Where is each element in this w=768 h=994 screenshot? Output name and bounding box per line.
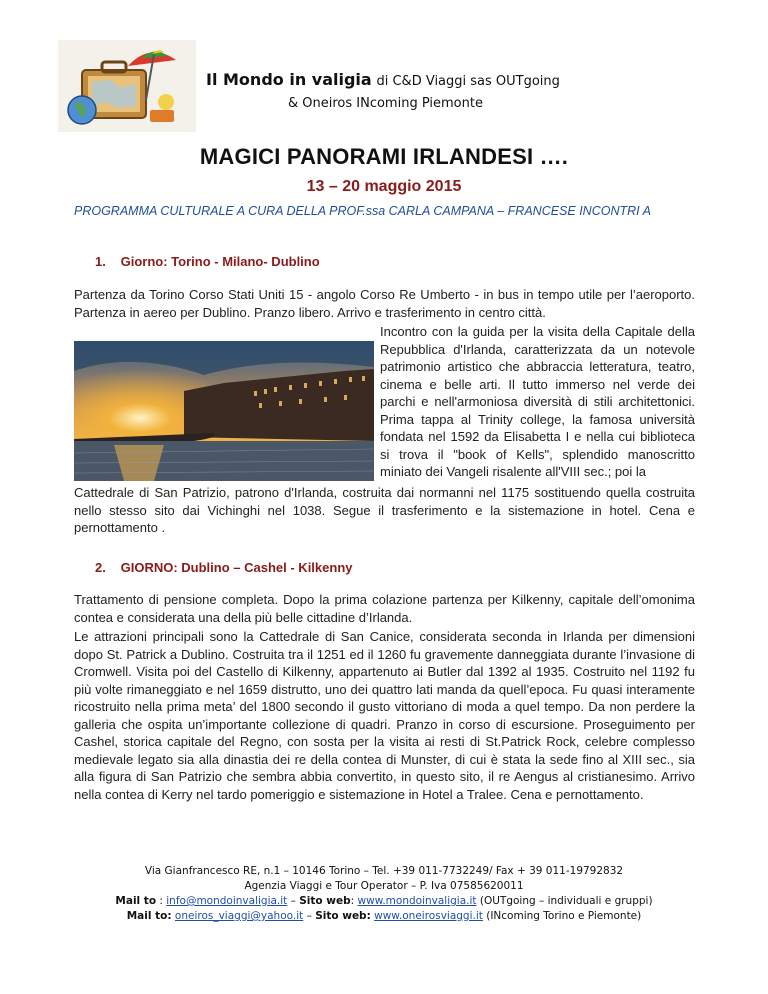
agency-brand: Il Mondo in valigia bbox=[206, 70, 372, 89]
site2-link[interactable]: www.oneirosviaggi.it bbox=[374, 910, 483, 922]
day2-title: GIORNO: Dublino – Cashel - Kilkenny bbox=[120, 560, 353, 575]
day1-outro: Cattedrale di San Patrizio, patrono d'Irlanda, costruita dai normanni nel 1175 sostituendo quella costruita nello stesso sito dai Vichinghi nel 1038. Segue il trasferimento e la sistemazione in hotel. Cena e pernottamento . bbox=[74, 485, 695, 535]
day2-number: 2. bbox=[95, 560, 106, 575]
agency-name bbox=[206, 70, 560, 89]
dublin-photo bbox=[74, 341, 374, 481]
mail2-label: Mail to: bbox=[126, 910, 172, 922]
agency-subline: & Oneiros INcoming Piemonte bbox=[288, 96, 483, 111]
site1-link[interactable]: www.mondoinvaligia.it bbox=[357, 895, 477, 907]
day2-text-2: Le attrazioni principali sono la Cattedrale di San Canice, considerata seconda in Irlanda per dimensioni dopo St. Patrick a Dublino. Costruita tra il 1251 ed il 1260 fu gravemente danneggiata durante l’invasione di Cromwell. Visita poi del Castello di Kilkenny, appartenuto ai Butler dal 1392 al 1935. Costruito nel 1192 fu più volte rimaneggiato e nel 1659 distrutto, uno dei quattro lati manda da quell’epoca. Fu quasi interamente ricostruito nella prima meta’ del 1800 secondo il gusto vittoriano di moda a quel tempo. Da non perdere la galleria che ospita un’importante collezione di quadri. Pranzo in corso di escursione. Proseguimento per Cashel, storica capitale del Regno, con sosta per la visita ai resti di St.Patrick Rock, celebre complesso medievale legato sia alla dinastia dei re della contea di Munster, di cui è stata la sede fino al XIII sec., sia alla figura di San Patrizio che sembra abbia convertito, in questo sito, il re Aengus al cristianesimo. Arrivo nella contea di Kerry nel tardo pomeriggio e sistemazione in Hotel a Tralee. Cena e pernottamento. bbox=[74, 629, 695, 802]
mail1-label: Mail to bbox=[115, 895, 157, 907]
day1-title: Giorno: Torino - Milano- Dublino bbox=[120, 254, 320, 269]
page-footer bbox=[0, 864, 768, 924]
day2-text: Trattamento di pensione completa. Dopo la prima colazione partenza per Kilkenny, capitale dell’omonima contea e considerata una della più belle cittadine d’Irlanda. bbox=[74, 592, 695, 625]
day1-number: 1. bbox=[95, 254, 106, 269]
day1-heading bbox=[95, 254, 320, 269]
site1-note: (OUTgoing – individuali e gruppi) bbox=[479, 895, 653, 907]
footer-agency: Agenzia Viaggi e Tour Operator – P. Iva 07585620011 bbox=[244, 880, 524, 892]
program-subtitle: PROGRAMMA CULTURALE A CURA DELLA PROF.ssa CARLA CAMPANA – FRANCESE INCONTRI A bbox=[74, 204, 651, 218]
footer-address: Via Gianfrancesco RE, n.1 – 10146 Torino – Tel. +39 011-7732249/ Fax + 39 011-19792832 bbox=[144, 865, 624, 877]
site2-note: (INcoming Torino e Piemonte) bbox=[486, 910, 642, 922]
agency-brand-rest: di C&D Viaggi sas OUTgoing bbox=[376, 74, 560, 89]
day1-intro: Partenza da Torino Corso Stati Uniti 15 - angolo Corso Re Umberto - in bus in tempo utile per l’aeroporto. Partenza in aereo per Dublino. Pranzo libero. Arrivo e trasferimento in centro città. bbox=[74, 287, 695, 320]
mail2-link[interactable]: oneiros_viaggi@yahoo.it bbox=[174, 910, 304, 922]
page-title: MAGICI PANORAMI IRLANDESI …. bbox=[199, 144, 569, 169]
mail1-link[interactable]: info@mondoinvaligia.it bbox=[166, 895, 288, 907]
day1-side-text: Incontro con la guida per la visita della Capitale della Repubblica d'Irlanda, caratterizzata da un notevole patrimonio artistico che abbraccia letteratura, teatro, cinema e belle arti. Il tutto immerso nel verde dei parchi e nell'armoniosa diversità di stili architettonici. Prima tappa al Trinity college, la famosa università fondata nel 1592 da Elisabetta I e nella cui biblioteca si trova il "book of Kells", splendido manoscritto miniato dei Vangeli risalente all'VIII sec.; poi la bbox=[380, 324, 695, 479]
trip-dates: 13 – 20 maggio 2015 bbox=[306, 178, 462, 195]
company-logo bbox=[58, 40, 196, 132]
footer-contact-2: Mail to: oneiros_viaggi@yahoo.it – Sito web: www.oneirosviaggi.it (INcoming Torino e Piemonte) bbox=[126, 910, 642, 922]
day2-heading bbox=[95, 560, 353, 575]
site2-label: Sito web: bbox=[315, 910, 371, 922]
site1-label: Sito web bbox=[299, 895, 351, 907]
footer-contact-1: Mail to : info@mondoinvaligia.it – Sito web: www.mondoinvaligia.it (OUTgoing – individuali e gruppi) bbox=[115, 895, 653, 907]
